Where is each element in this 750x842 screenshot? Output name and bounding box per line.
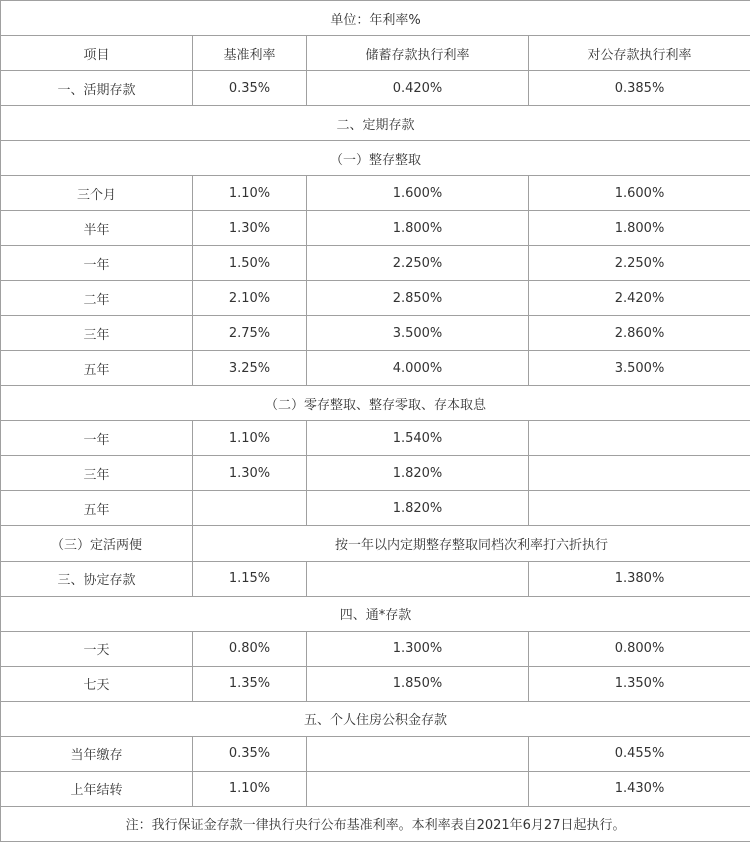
savings-rate-cell: 2.250% <box>307 246 529 281</box>
table-row <box>1 71 750 106</box>
savings-rate-cell: 1.820% <box>307 491 529 526</box>
header-corporate-rate: 对公存款执行利率 <box>529 36 750 71</box>
base-rate-cell: 1.15% <box>193 561 307 596</box>
base-rate-cell: 3.25% <box>193 351 307 386</box>
savings-rate-cell: 0.420% <box>307 71 529 106</box>
savings-rate-cell: 1.820% <box>307 456 529 491</box>
subsection-title: （二）零存整取、整存零取、存本取息 <box>1 386 750 421</box>
header-item: 项目 <box>1 36 193 71</box>
row-label: 半年 <box>1 211 193 246</box>
table-row <box>1 666 750 701</box>
section-row <box>1 106 750 141</box>
corporate-rate-cell: 2.250% <box>529 246 750 281</box>
savings-rate-cell <box>307 736 529 771</box>
base-rate-cell: 2.10% <box>193 281 307 316</box>
table-row <box>1 316 750 351</box>
row-label: （三）定活两便 <box>1 526 193 561</box>
row-label: 三年 <box>1 316 193 351</box>
table-row <box>1 736 750 771</box>
corporate-rate-cell <box>529 456 750 491</box>
row-label: 七天 <box>1 666 193 701</box>
footnote-row <box>1 806 750 841</box>
savings-rate-cell: 1.800% <box>307 211 529 246</box>
corporate-rate-cell: 1.800% <box>529 211 750 246</box>
table-row <box>1 351 750 386</box>
table-row <box>1 176 750 211</box>
base-rate-cell <box>193 491 307 526</box>
savings-rate-cell: 3.500% <box>307 316 529 351</box>
savings-rate-cell: 1.600% <box>307 176 529 211</box>
table-row <box>1 526 750 561</box>
section-row <box>1 596 750 631</box>
savings-rate-cell: 2.850% <box>307 281 529 316</box>
table-row <box>1 246 750 281</box>
base-rate-cell: 1.35% <box>193 666 307 701</box>
table-row <box>1 491 750 526</box>
section-title: 四、通*存款 <box>1 596 750 631</box>
row-label: 当年缴存 <box>1 736 193 771</box>
base-rate-cell: 1.10% <box>193 421 307 456</box>
corporate-rate-cell: 1.430% <box>529 771 750 806</box>
table-row <box>1 211 750 246</box>
table-row <box>1 421 750 456</box>
row-label: 一、活期存款 <box>1 71 193 106</box>
base-rate-cell: 1.30% <box>193 211 307 246</box>
subsection-title: （一）整存整取 <box>1 141 750 176</box>
subsection-row <box>1 141 750 176</box>
table-row <box>1 561 750 596</box>
savings-rate-cell <box>307 771 529 806</box>
section-title: 二、定期存款 <box>1 106 750 141</box>
base-rate-cell: 0.80% <box>193 631 307 666</box>
row-label: 上年结转 <box>1 771 193 806</box>
table-row <box>1 631 750 666</box>
savings-rate-cell <box>307 561 529 596</box>
savings-rate-cell: 1.850% <box>307 666 529 701</box>
base-rate-cell: 1.30% <box>193 456 307 491</box>
corporate-rate-cell: 3.500% <box>529 351 750 386</box>
footnote: 注：我行保证金存款一律执行央行公布基准利率。本利率表自2021年6月27日起执行。 <box>1 806 750 841</box>
savings-rate-cell: 1.300% <box>307 631 529 666</box>
unit-label: 单位：年利率% <box>1 1 750 36</box>
corporate-rate-cell: 1.350% <box>529 666 750 701</box>
corporate-rate-cell: 0.385% <box>529 71 750 106</box>
row-label: 三、协定存款 <box>1 561 193 596</box>
savings-rate-cell: 1.540% <box>307 421 529 456</box>
row-label: 五年 <box>1 491 193 526</box>
corporate-rate-cell <box>529 421 750 456</box>
section-title: 五、个人住房公积金存款 <box>1 701 750 736</box>
section-row <box>1 701 750 736</box>
row-label: 五年 <box>1 351 193 386</box>
base-rate-cell: 1.50% <box>193 246 307 281</box>
row-label: 一年 <box>1 421 193 456</box>
savings-rate-cell: 4.000% <box>307 351 529 386</box>
corporate-rate-cell: 1.380% <box>529 561 750 596</box>
row-label: 一天 <box>1 631 193 666</box>
header-row <box>1 36 750 71</box>
unit-row <box>1 1 750 36</box>
corporate-rate-cell: 2.420% <box>529 281 750 316</box>
base-rate-cell: 0.35% <box>193 736 307 771</box>
header-base-rate: 基准利率 <box>193 36 307 71</box>
table-row <box>1 456 750 491</box>
base-rate-cell: 0.35% <box>193 71 307 106</box>
base-rate-cell: 1.10% <box>193 771 307 806</box>
corporate-rate-cell: 0.800% <box>529 631 750 666</box>
row-label: 三个月 <box>1 176 193 211</box>
base-rate-cell: 1.10% <box>193 176 307 211</box>
corporate-rate-cell <box>529 491 750 526</box>
flexible-note: 按一年以内定期整存整取同档次利率打六折执行 <box>193 526 750 561</box>
table-row <box>1 771 750 806</box>
table-row <box>1 281 750 316</box>
base-rate-cell: 2.75% <box>193 316 307 351</box>
row-label: 二年 <box>1 281 193 316</box>
corporate-rate-cell: 2.860% <box>529 316 750 351</box>
corporate-rate-cell: 1.600% <box>529 176 750 211</box>
row-label: 三年 <box>1 456 193 491</box>
header-savings-rate: 储蓄存款执行利率 <box>307 36 529 71</box>
row-label: 一年 <box>1 246 193 281</box>
corporate-rate-cell: 0.455% <box>529 736 750 771</box>
subsection-row <box>1 386 750 421</box>
